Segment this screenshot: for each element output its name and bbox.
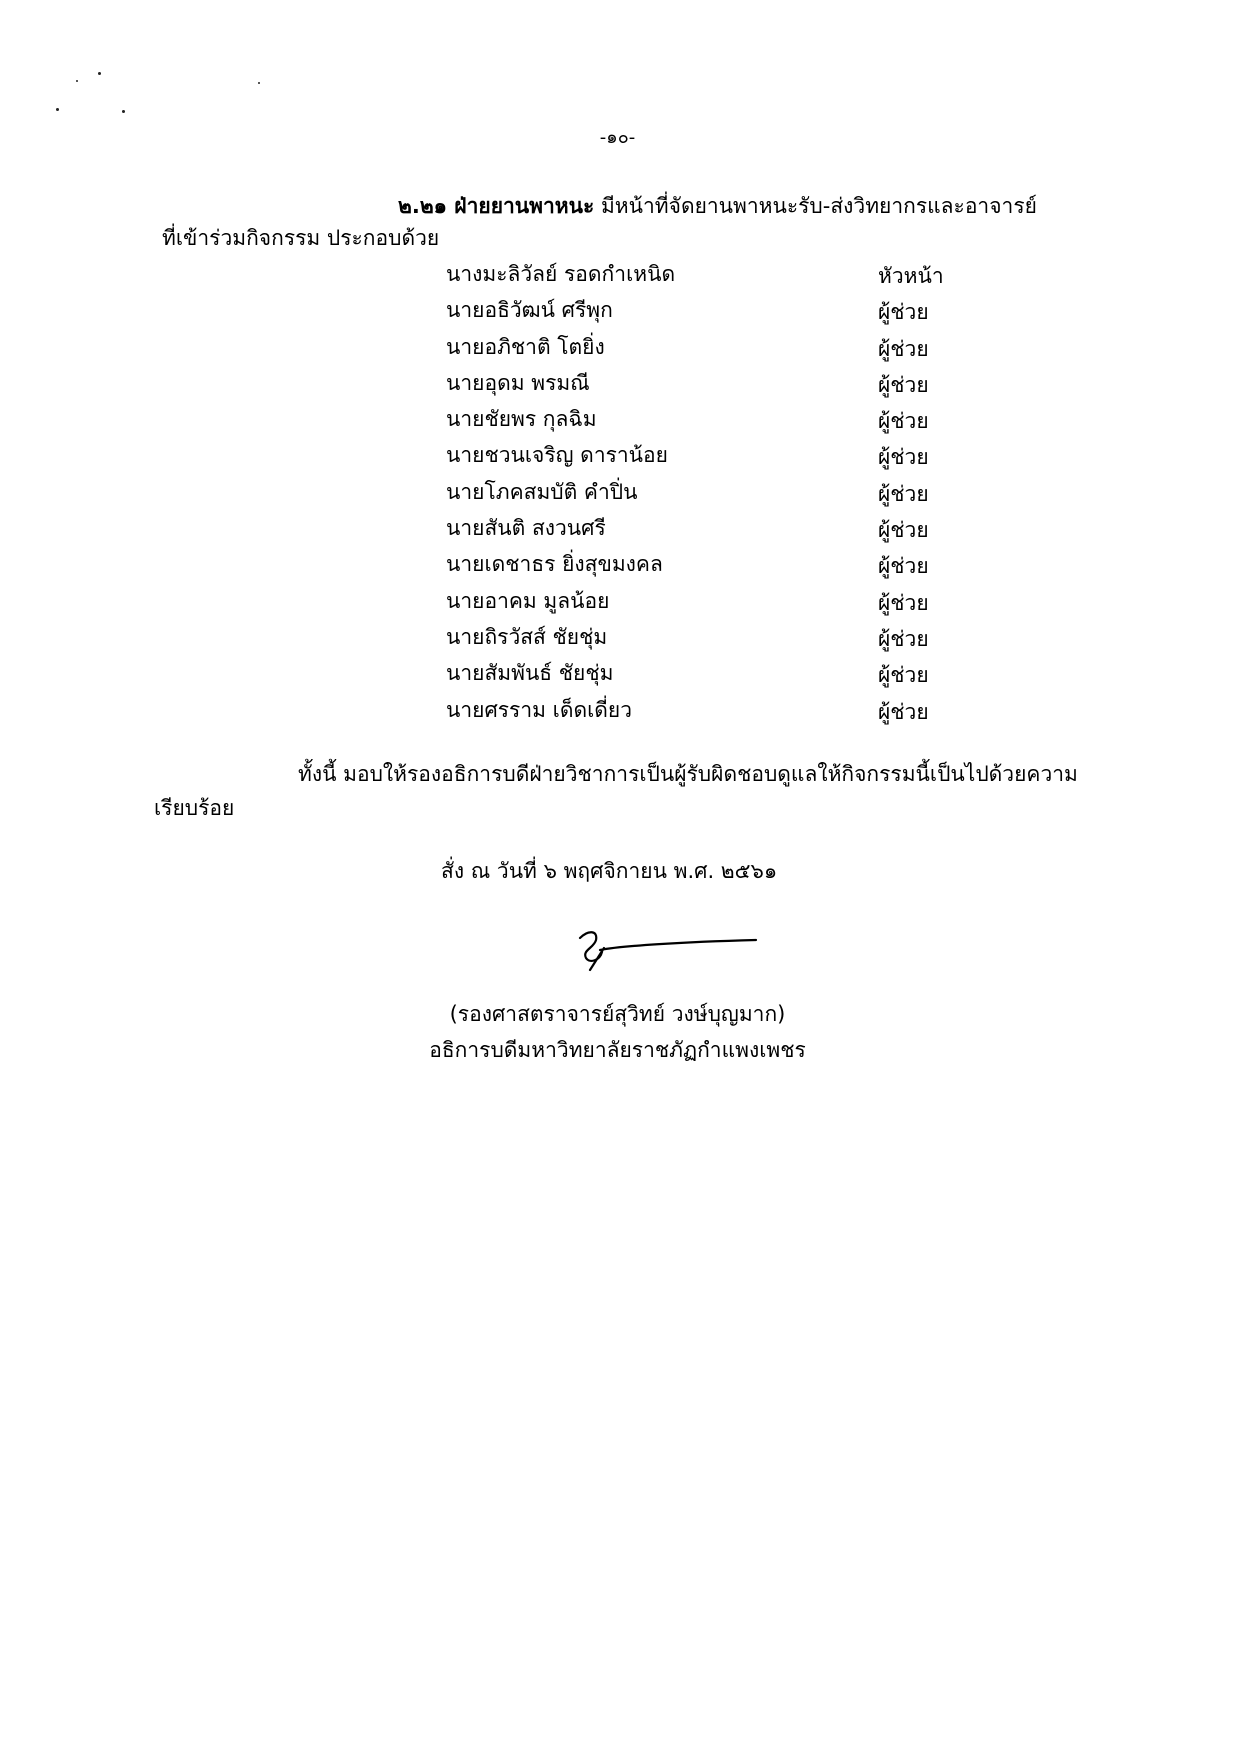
member-row — [446, 367, 966, 403]
scan-speck — [258, 82, 260, 84]
member-name: นายชัยพร กุลฉิม — [446, 407, 597, 432]
scan-speck — [98, 72, 101, 75]
member-row — [446, 657, 966, 693]
member-name: นายอธิวัฒน์ ศรีพุก — [446, 298, 613, 323]
member-row — [446, 512, 966, 548]
member-roster — [446, 258, 966, 730]
member-row — [446, 476, 966, 512]
order-date: สั่ง ณ วันที่ ๖ พฤศจิกายน พ.ศ. ๒๕๖๑ — [441, 859, 778, 883]
signatory-title: อธิการบดีมหาวิทยาลัยราชภัฏกำแพงเพชร — [429, 1038, 806, 1062]
member-role: ผู้ช่วย — [878, 663, 929, 688]
closing-paragraph-line2: เรียบร้อย — [154, 796, 235, 820]
member-name: นายโภคสมบัติ คำปิ่น — [446, 479, 638, 504]
section-duty-continued: ที่เข้าร่วมกิจกรรม ประกอบด้วย — [162, 226, 440, 250]
scan-speck — [56, 108, 59, 111]
member-row — [446, 331, 966, 367]
member-name: นายเดชาธร ยิ่งสุขมงคล — [446, 552, 663, 577]
member-name: นายถิรวัสส์ ชัยชุ่ม — [446, 624, 608, 649]
member-role: ผู้ช่วย — [878, 590, 929, 615]
member-row — [446, 294, 966, 330]
scan-speck — [76, 80, 78, 82]
section-heading-line — [398, 190, 1037, 223]
member-name: นายอาคม มูลน้อย — [446, 588, 610, 613]
scan-speck — [122, 110, 125, 113]
member-role: ผู้ช่วย — [878, 554, 929, 579]
member-role: ผู้ช่วย — [878, 699, 929, 724]
member-row — [446, 439, 966, 475]
member-row — [446, 694, 966, 730]
page-number: -๑๐- — [599, 127, 636, 148]
member-name: นายชวนเจริญ ดาราน้อย — [446, 443, 668, 468]
member-name: นายสัมพันธ์ ชัยชุ่ม — [446, 661, 614, 686]
member-role: ผู้ช่วย — [878, 409, 929, 434]
member-name: นายอุดม พรมณี — [446, 370, 590, 395]
member-role: ผู้ช่วย — [878, 372, 929, 397]
handwritten-signature — [560, 920, 760, 980]
member-row — [446, 258, 966, 294]
member-row — [446, 403, 966, 439]
section-title: ๒.๒๑ ฝ่ายยานพาหนะ — [398, 194, 595, 218]
member-role: ผู้ช่วย — [878, 336, 929, 361]
member-name: นายอภิชาติ โตยิ่ง — [446, 334, 605, 359]
member-row — [446, 585, 966, 621]
member-role: ผู้ช่วย — [878, 300, 929, 325]
closing-paragraph-line1: ทั้งนี้ มอบให้รองอธิการบดีฝ่ายวิชาการเป็นผู้รับผิดชอบดูแลให้กิจกรรมนี้เป็นไปด้วยความ — [298, 762, 1078, 786]
member-name: นายสันติ สงวนศรี — [446, 516, 606, 541]
member-row — [446, 621, 966, 657]
member-role: ผู้ช่วย — [878, 481, 929, 506]
member-role: ผู้ช่วย — [878, 445, 929, 470]
member-row — [446, 548, 966, 584]
member-role: ผู้ช่วย — [878, 518, 929, 543]
section-duty: มีหน้าที่จัดยานพาหนะรับ-ส่งวิทยากรและอาจารย์ — [600, 194, 1037, 218]
member-name: นายศรราม เด็ดเดี่ยว — [446, 697, 633, 722]
member-name: นางมะลิวัลย์ รอดกำเหนิด — [446, 262, 676, 286]
member-role: หัวหน้า — [878, 264, 944, 288]
member-role: ผู้ช่วย — [878, 626, 929, 651]
signatory-name: (รองศาสตราจารย์สุวิทย์ วงษ์บุญมาก) — [449, 1002, 786, 1026]
